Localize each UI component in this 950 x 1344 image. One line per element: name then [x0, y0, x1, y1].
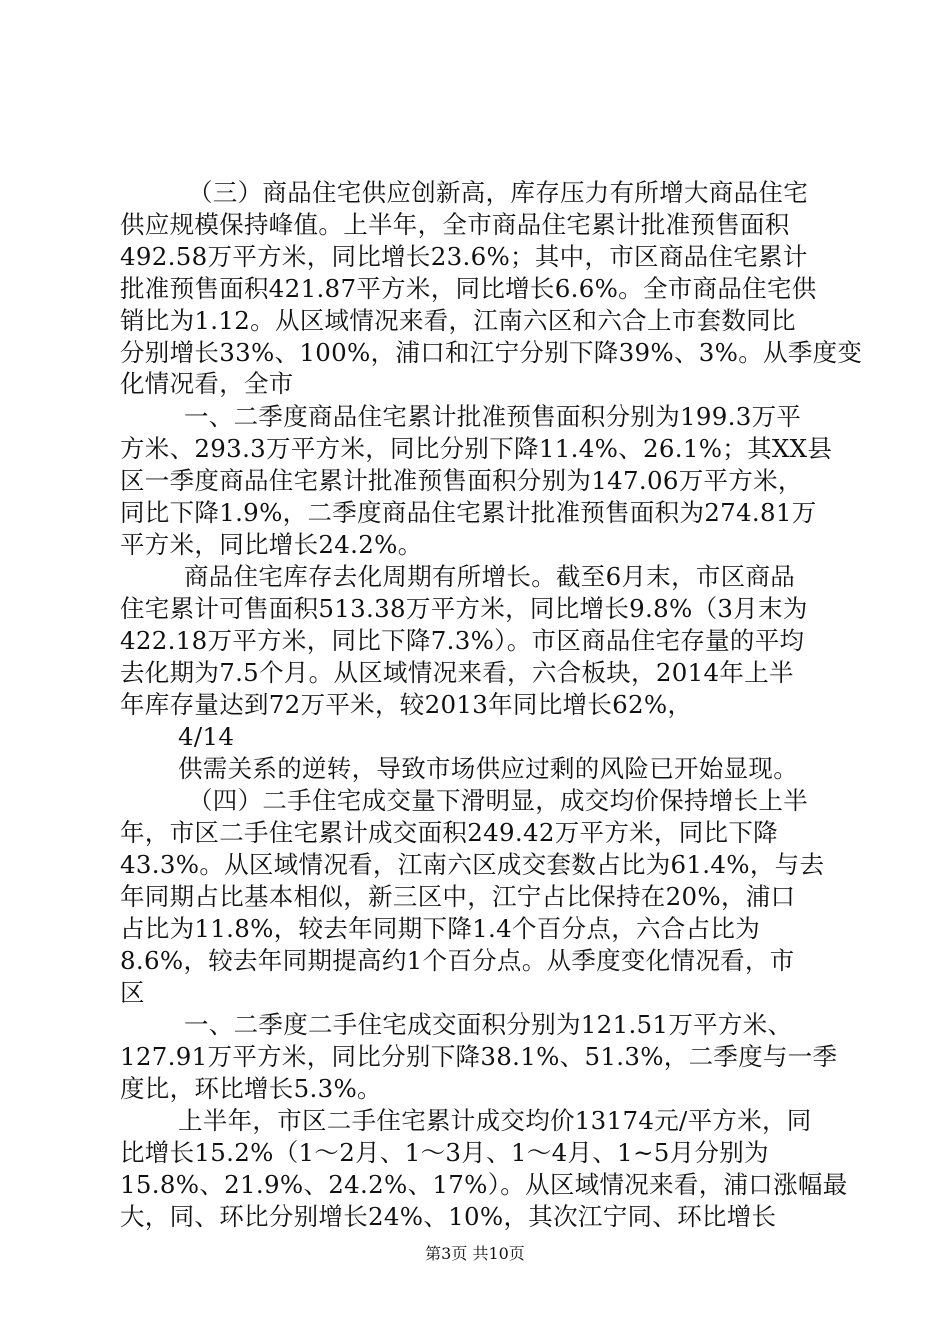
paragraph-line: 住宅累计可售面积513.38万平方米，同比增长9.8%（3月末为 [120, 594, 808, 623]
paragraph-line: 比增长15.2%（1～2月、1～3月、1～4月、1~5月分别为 [120, 1138, 769, 1167]
page-marker: 4/14 [178, 722, 235, 751]
paragraph-line: （四）二手住宅成交量下滑明显，成交均价保持增长上半 [188, 786, 808, 815]
paragraph-line: 化情况看，全市 [120, 369, 294, 398]
paragraph-line: 年，市区二手住宅累计成交面积249.42万平方米，同比下降 [120, 818, 778, 847]
paragraph-line: 销比为1.12。从区域情况来看，江南六区和六合上市套数同比 [120, 306, 796, 335]
paragraph-line: 供需关系的逆转，导致市场供应过剩的风险已开始显现。 [178, 754, 798, 783]
paragraph-line: 方米、293.3万平方米，同比分别下降11.4%、26.1%；其XX县 [120, 434, 833, 463]
paragraph-line: 批准预售面积421.87平方米，同比增长6.6%。全市商品住宅供 [120, 274, 817, 303]
paragraph-line: 8.6%，较去年同期提高约1个百分点。从季度变化情况看，市 [120, 946, 795, 975]
paragraph-line: 占比为11.8%，较去年同期下降1.4个百分点，六合占比为 [120, 914, 760, 943]
paragraph-line: 供应规模保持峰值。上半年，全市商品住宅累计批准预售面积 [120, 210, 790, 239]
paragraph-line: 127.91万平方米，同比分别下降38.1%、51.3%，二季度与一季 [120, 1042, 838, 1071]
paragraph-line: 492.58万平方米，同比增长23.6%；其中，市区商品住宅累计 [120, 242, 808, 271]
page-footer: 第3页 共10页 [425, 1244, 525, 1263]
paragraph-line: 年库存量达到72万平米，较2013年同比增长62%， [120, 690, 693, 719]
paragraph-line: 同比下降1.9%，二季度商品住宅累计批准预售面积为274.81万 [120, 498, 817, 527]
paragraph-line: 商品住宅库存去化周期有所增长。截至6月末，市区商品 [184, 562, 796, 591]
paragraph-line: 一、二季度二手住宅成交面积分别为121.51万平方米、 [184, 1010, 793, 1039]
paragraph-line: （三）商品住宅供应创新高，库存压力有所增大商品住宅 [188, 178, 808, 207]
paragraph-line: 区 [120, 978, 145, 1007]
paragraph-line: 去化期为7.5个月。从区域情况来看，六合板块，2014年上半 [120, 658, 794, 687]
paragraph-line: 平方米，同比增长24.2%。 [120, 530, 423, 559]
paragraph-line: 年同期占比基本相似，新三区中，江宁占比保持在20%，浦口 [120, 882, 796, 911]
paragraph-line: 分别增长33%、100%，浦口和江宁分别下降39%、3%。从季度变 [120, 338, 863, 367]
paragraph-line: 15.8%、21.9%、24.2%、17%）。从区域情况来看，浦口涨幅最 [120, 1170, 848, 1199]
paragraph-line: 422.18万平方米，同比下降7.3%）。市区商品住宅存量的平均 [120, 626, 805, 655]
paragraph-line: 一、二季度商品住宅累计批准预售面积分别为199.3万平 [184, 402, 802, 431]
paragraph-line: 上半年，市区二手住宅累计成交均价13174元/平方米，同 [178, 1106, 812, 1135]
paragraph-line: 大，同、环比分别增长24%、10%，其次江宁同、环比增长 [120, 1202, 777, 1231]
paragraph-line: 度比，环比增长5.3%。 [120, 1074, 382, 1103]
paragraph-line: 43.3%。从区域情况看，江南六区成交套数占比为61.4%，与去 [120, 850, 825, 879]
paragraph-line: 区一季度商品住宅累计批准预售面积分别为147.06万平方米， [120, 466, 803, 495]
